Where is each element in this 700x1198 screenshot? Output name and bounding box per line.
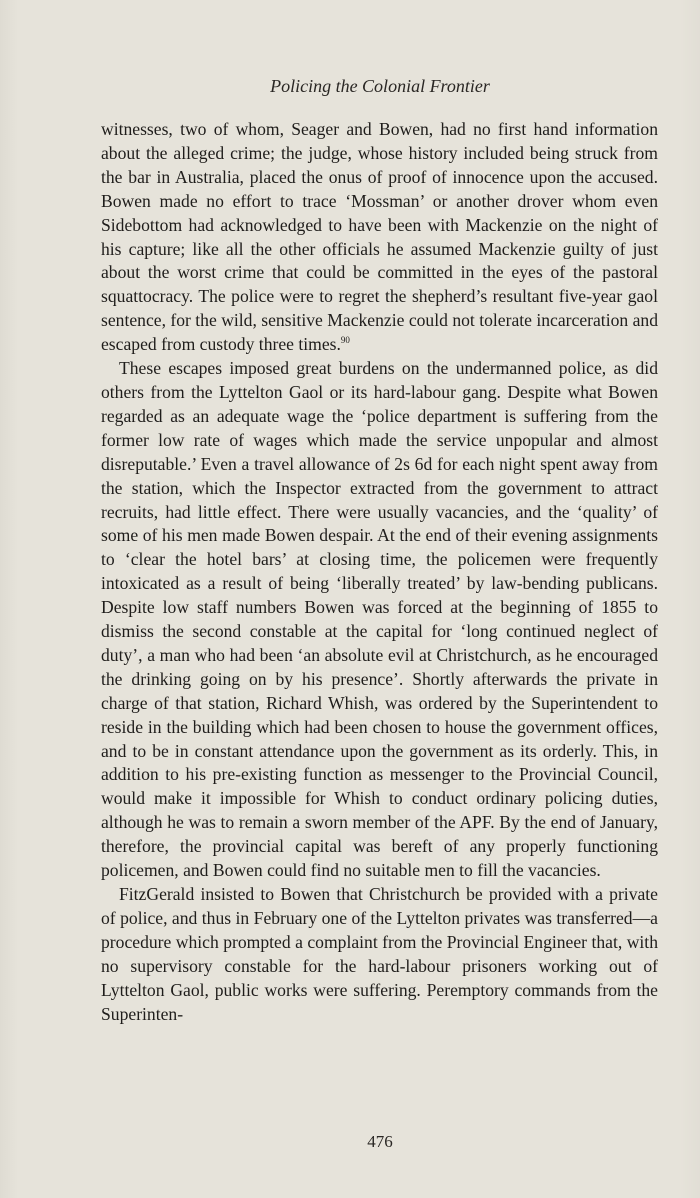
page-number: 476 (367, 1132, 393, 1151)
paragraph-3-text: FitzGerald insisted to Bowen that Christchurch be provided with a private of police, and thus in February one of the Lyttelton privates was transferred—a procedure which prompted a complaint from the Provincial Engineer that, with no supervisory constable for the hard-labour prisoners working out of Lyttelton Gaol, public works were suffering. Peremptory commands from the Superinten- (101, 884, 658, 1024)
paragraph-2 (101, 357, 658, 883)
running-head: Policing the Colonial Frontier (270, 76, 490, 96)
footnote-reference: 90 (340, 335, 350, 346)
body-text (101, 118, 658, 1026)
paragraph-1-text: witnesses, two of whom, Seager and Bowen, had no first hand information about the alleged crime; the judge, whose history included being struck from the bar in Australia, placed the onus of proof of innocence upon the accused. Bowen made no effort to trace ‘Mossman’ or another drover whom even Sidebottom had acknowledged to have been with Mackenzie on the night of his capture; like all the other officials he assumed Mackenzie guilty of just about the worst crime that could be committed in the eyes of the pastoral squattocracy. The police were to regret the shepherd’s resultant five-year gaol sentence, for the wild, sensitive Mackenzie could not tolerate incarceration and escaped from custody three times. (101, 119, 658, 355)
paragraph-3 (101, 883, 658, 1026)
paragraph-1 (101, 118, 658, 357)
paragraph-2-text: These escapes imposed great burdens on the undermanned police, as did others from the Lyttelton Gaol or its hard-labour gang. Despite what Bowen regarded as an adequate wage the ‘police department is suffering from the former low rate of wages which made the service unpopular and almost disreputable.’ Even a travel allowance of 2s 6d for each night spent away from the station, which the Inspector extracted from the government to attract recruits, had little effect. There were usually vacancies, and the ‘quality’ of some of his men made Bowen despair. At the end of their evening assignments to ‘clear the hotel bars’ at closing time, the policemen were frequently intoxicated as a result of being ‘liberally treated’ by law-bending publicans. Despite low staff numbers Bowen was forced at the beginning of 1855 to dismiss the second constable at the capital for ‘long continued neglect of duty’, a man who had been ‘an absolute evil at Christchurch, as he encouraged the drinking going on by his presence’. Shortly afterwards the private in charge of that station, Richard Whish, was ordered by the Superintendent to reside in the building which had been chosen to house the government offices, and to be in constant attendance upon the government as its orderly. This, in addition to his pre-existing function as messenger to the Provincial Council, would make it impossible for Whish to conduct ordinary policing duties, although he was to remain a sworn member of the APF. By the end of January, therefore, the provincial capital was bereft of any properly functioning policemen, and Bowen could find no suitable men to fill the vacancies. (101, 358, 658, 881)
